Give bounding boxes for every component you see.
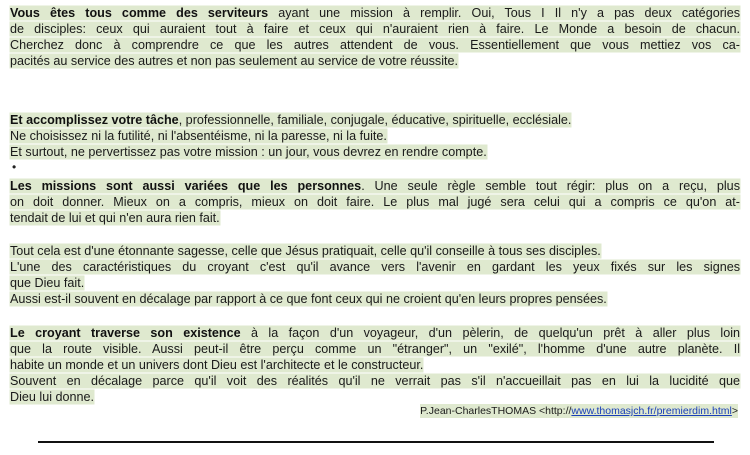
signature-tail: >: [731, 405, 738, 417]
paragraph-2-line-2: Ne choisissez ni la futilité, ni l'absentéisme, ni la paresse, ni la fuite.: [10, 129, 387, 143]
separator-dot: •: [12, 160, 17, 174]
signature: [420, 404, 738, 418]
paragraph-3-line-1: Les missions sont aussi variées que les personnes. Une seule règle semble tout régir: plus on a reçu, plus: [10, 179, 740, 193]
paragraph-1-line-1: Vous êtes tous comme des serviteurs ayant une mission à remplir. Oui, Tous I Il n'y a pas deux catégories: [10, 6, 740, 20]
paragraph-5-line-3: habite un monde et un univers dont Dieu est l'architecte et le constructeur.: [10, 358, 424, 372]
paragraph-4-line-4: Aussi est-il souvent en décalage par rapport à ce que font ceux qui ne croient qu'en leurs propres pensées.: [10, 292, 607, 306]
paragraph-2-line-1: Et accomplissez votre tâche, professionnelle, familiale, conjugale, éducative, spirituelle, ecclésiale.: [10, 113, 572, 127]
signature-author: P.Jean-CharlesTHOMAS <http://: [420, 405, 572, 417]
paragraph-1-line-3: Cherchez donc à comprendre ce que les autres attendent de vous. Essentiellement que vous mettiez vos ca-: [10, 38, 740, 52]
paragraph-2-line-3: Et surtout, ne pervertissez pas votre mission : un jour, vous devrez en rendre compte.: [10, 145, 487, 159]
paragraph-4-line-1: Tout cela est d'une étonnante sagesse, celle que Jésus pratiquait, celle qu'il conseille à tous ses disciples.: [10, 244, 601, 258]
paragraph-3-line-3: tendait de lui et qui n'en aura rien fait.: [10, 211, 220, 225]
paragraph-5-line-2: que la route visible. Aussi peut-il être perçu comme un "étranger", un "exilé", l'homme d'une autre planète. Il: [10, 342, 740, 356]
paragraph-5-lead: Le croyant traverse son existence: [10, 326, 241, 340]
bottom-divider: [38, 441, 714, 443]
paragraph-1-lead: Vous êtes tous comme des serviteurs: [10, 6, 269, 20]
paragraph-1-line-2: de disciples: ceux qui auraient tout à faire et ceux qui n'auraient rien à faire. Le Monde a besoin de chacun.: [10, 22, 740, 36]
paragraph-2-lead: Et accomplissez votre tâche: [10, 113, 179, 127]
paragraph-5-line-1: Le croyant traverse son existence à la façon d'un voyageur, d'un pèlerin, de quelqu'un prêt à aller plus loin: [10, 326, 740, 340]
signature-link[interactable]: www.thomasjch.fr/premierdim.html: [571, 405, 732, 417]
paragraph-4-line-2: L'une des caractéristiques du croyant c'est qu'il avance vers l'avenir en gardant les yeux fixés sur les signes: [10, 260, 740, 274]
paragraph-1-line-4: pacités au service des autres et non pas seulement au service de votre réussite.: [10, 54, 459, 68]
paragraph-3-lead: Les missions sont aussi variées que les personnes: [10, 179, 362, 193]
paragraph-5-line-4: Souvent en décalage parce qu'il voit des réalités qu'il ne verrait pas s'il n'accueillait pas en lui la lucidité que: [10, 374, 740, 388]
paragraph-4-line-3: que Dieu fait.: [10, 276, 85, 290]
paragraph-3-line-2: on doit donner. Mieux on a compris, mieux on doit faire. Le plus mal jugé sera celui qui a compris ce qu'on at-: [10, 195, 740, 209]
paragraph-5-line-5: Dieu lui donne.: [10, 390, 95, 404]
